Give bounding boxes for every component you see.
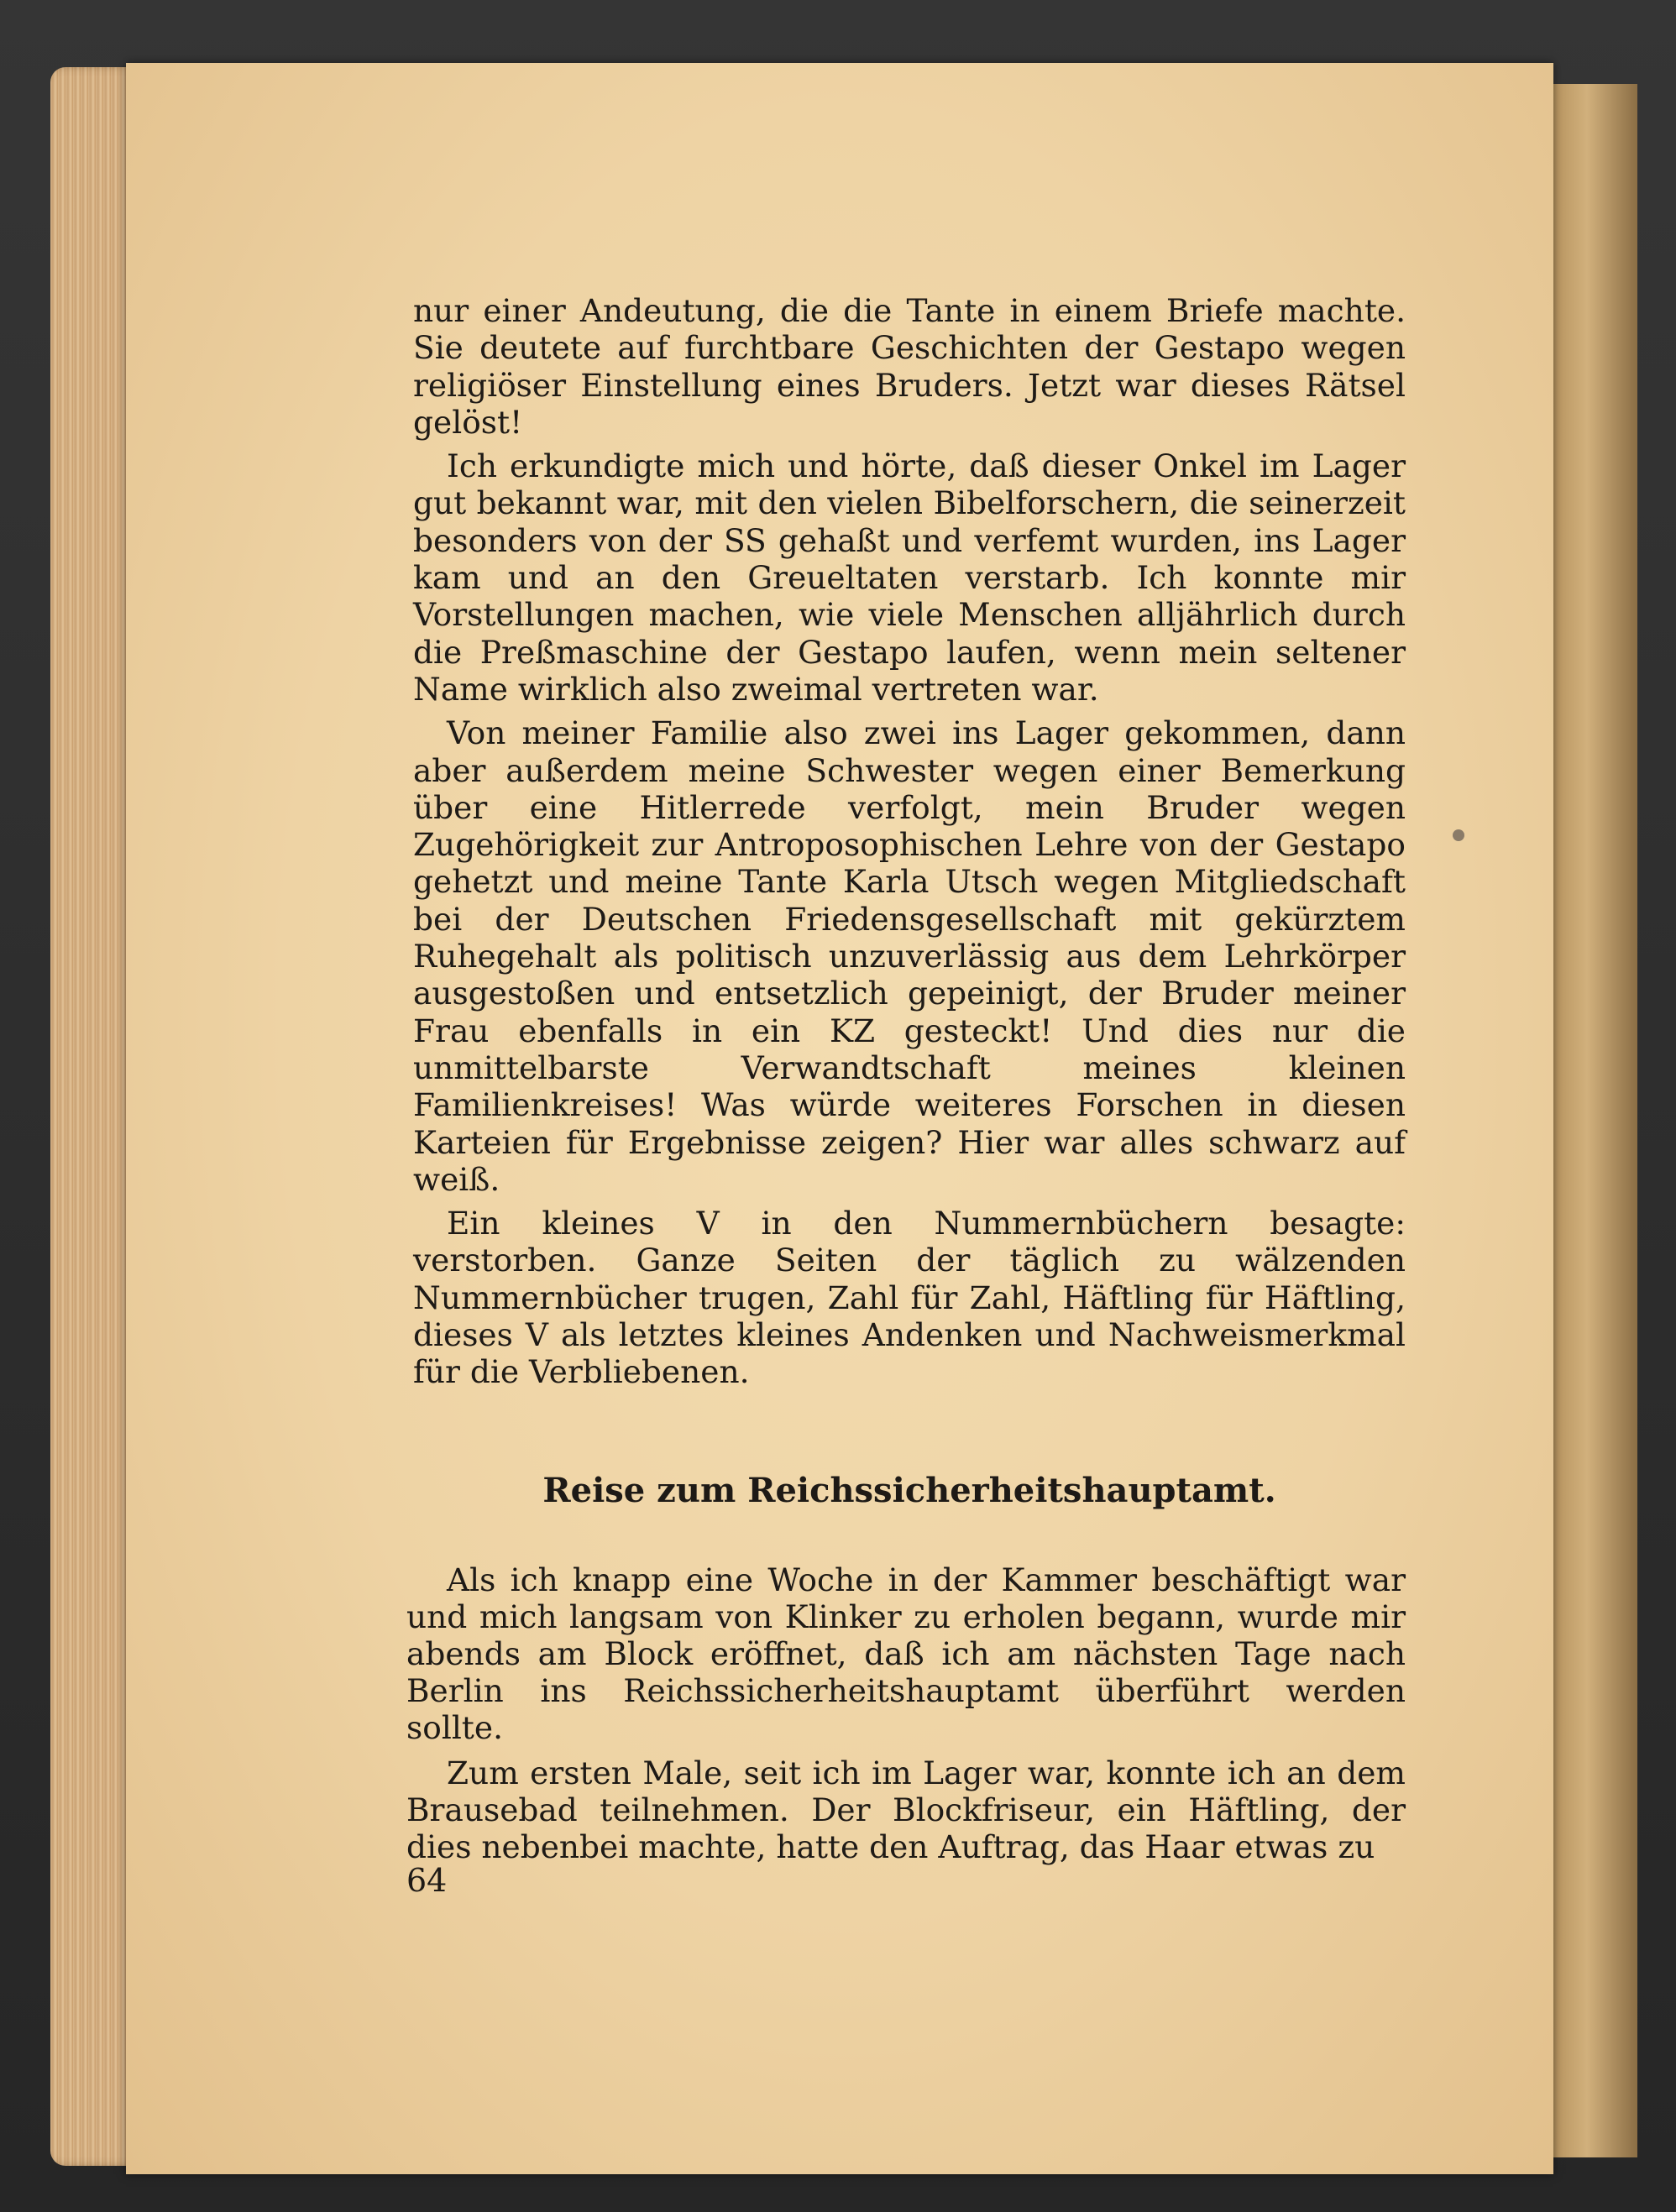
section-heading: Reise zum Reichssicherheitshauptamt. <box>542 1471 1276 1510</box>
paragraph-4: Ein kleines V in den Nummernbüchern besagte: verstorben. Ganze Seiten der täglich zu wälzenden Nummernbücher trugen, Zahl für Zahl, Häftling für Häftling, dieses V als letztes kleines Andenken und Nachweismerkmal für die Verbliebenen. <box>413 1205 1406 1391</box>
paragraph-6: Zum ersten Male, seit ich im Lager war, konnte ich an dem Brausebad teilnehmen. Der Blockfriseur, ein Häftling, der dies nebenbei machte, hatte den Auftrag, das Haar etwas zu <box>406 1754 1406 1865</box>
book-gutter <box>1553 84 1637 2157</box>
paper-speck <box>1453 829 1464 841</box>
page-number: 64 <box>406 1862 448 1899</box>
paragraph-3: Von meiner Familie also zwei ins Lager gekommen, dann aber außerdem meine Schwester wegen einer Bemerkung über eine Hitlerrede verfolgt, mein Bruder wegen Zugehörigkeit zur Antroposophischen Lehre von der Gestapo gehetzt und meine Tante Karla Utsch wegen Mitgliedschaft bei der Deutschen Friedensgesellschaft mit gekürztem Ruhegehalt als politisch unzuverlässig aus dem Lehrkörper ausgestoßen und entsetzlich gepeinigt, der Bruder meiner Frau ebenfalls in ein KZ gesteckt! Und dies nur die unmittelbarste Verwandtschaft meines kleinen Familienkreises! Was würde weiteres Forschen in diesen Karteien für Ergebnisse zeigen? Hier war alles schwarz auf weiß. <box>413 714 1406 1198</box>
body-text-top <box>413 292 1406 1391</box>
paragraph-5: Als ich knapp eine Woche in der Kammer beschäftigt war und mich langsam von Klinker zu erholen begann, wurde mir abends am Block eröffnet, daß ich am nächsten Tage nach Berlin ins Reichssicherheitshauptamt überführt werden sollte. <box>406 1561 1406 1746</box>
body-text-bottom <box>406 1561 1406 1865</box>
paragraph-1: nur einer Andeutung, die die Tante in einem Briefe machte. Sie deutete auf furchtbare Geschichten der Gestapo wegen religiöser Einstellung eines Bruders. Jetzt war dieses Rätsel gelöst! <box>413 292 1406 441</box>
paragraph-2: Ich erkundigte mich und hörte, daß dieser Onkel im Lager gut bekannt war, mit den vielen Bibelforschern, die seinerzeit besonders von der SS gehaßt und verfemt wurden, ins Lager kam und an den Greueltaten verstarb. Ich konnte mir Vorstellungen machen, wie viele Menschen alljährlich durch die Preßmaschine der Gestapo laufen, wenn mein seltener Name wirklich also zweimal vertreten war. <box>413 447 1406 708</box>
